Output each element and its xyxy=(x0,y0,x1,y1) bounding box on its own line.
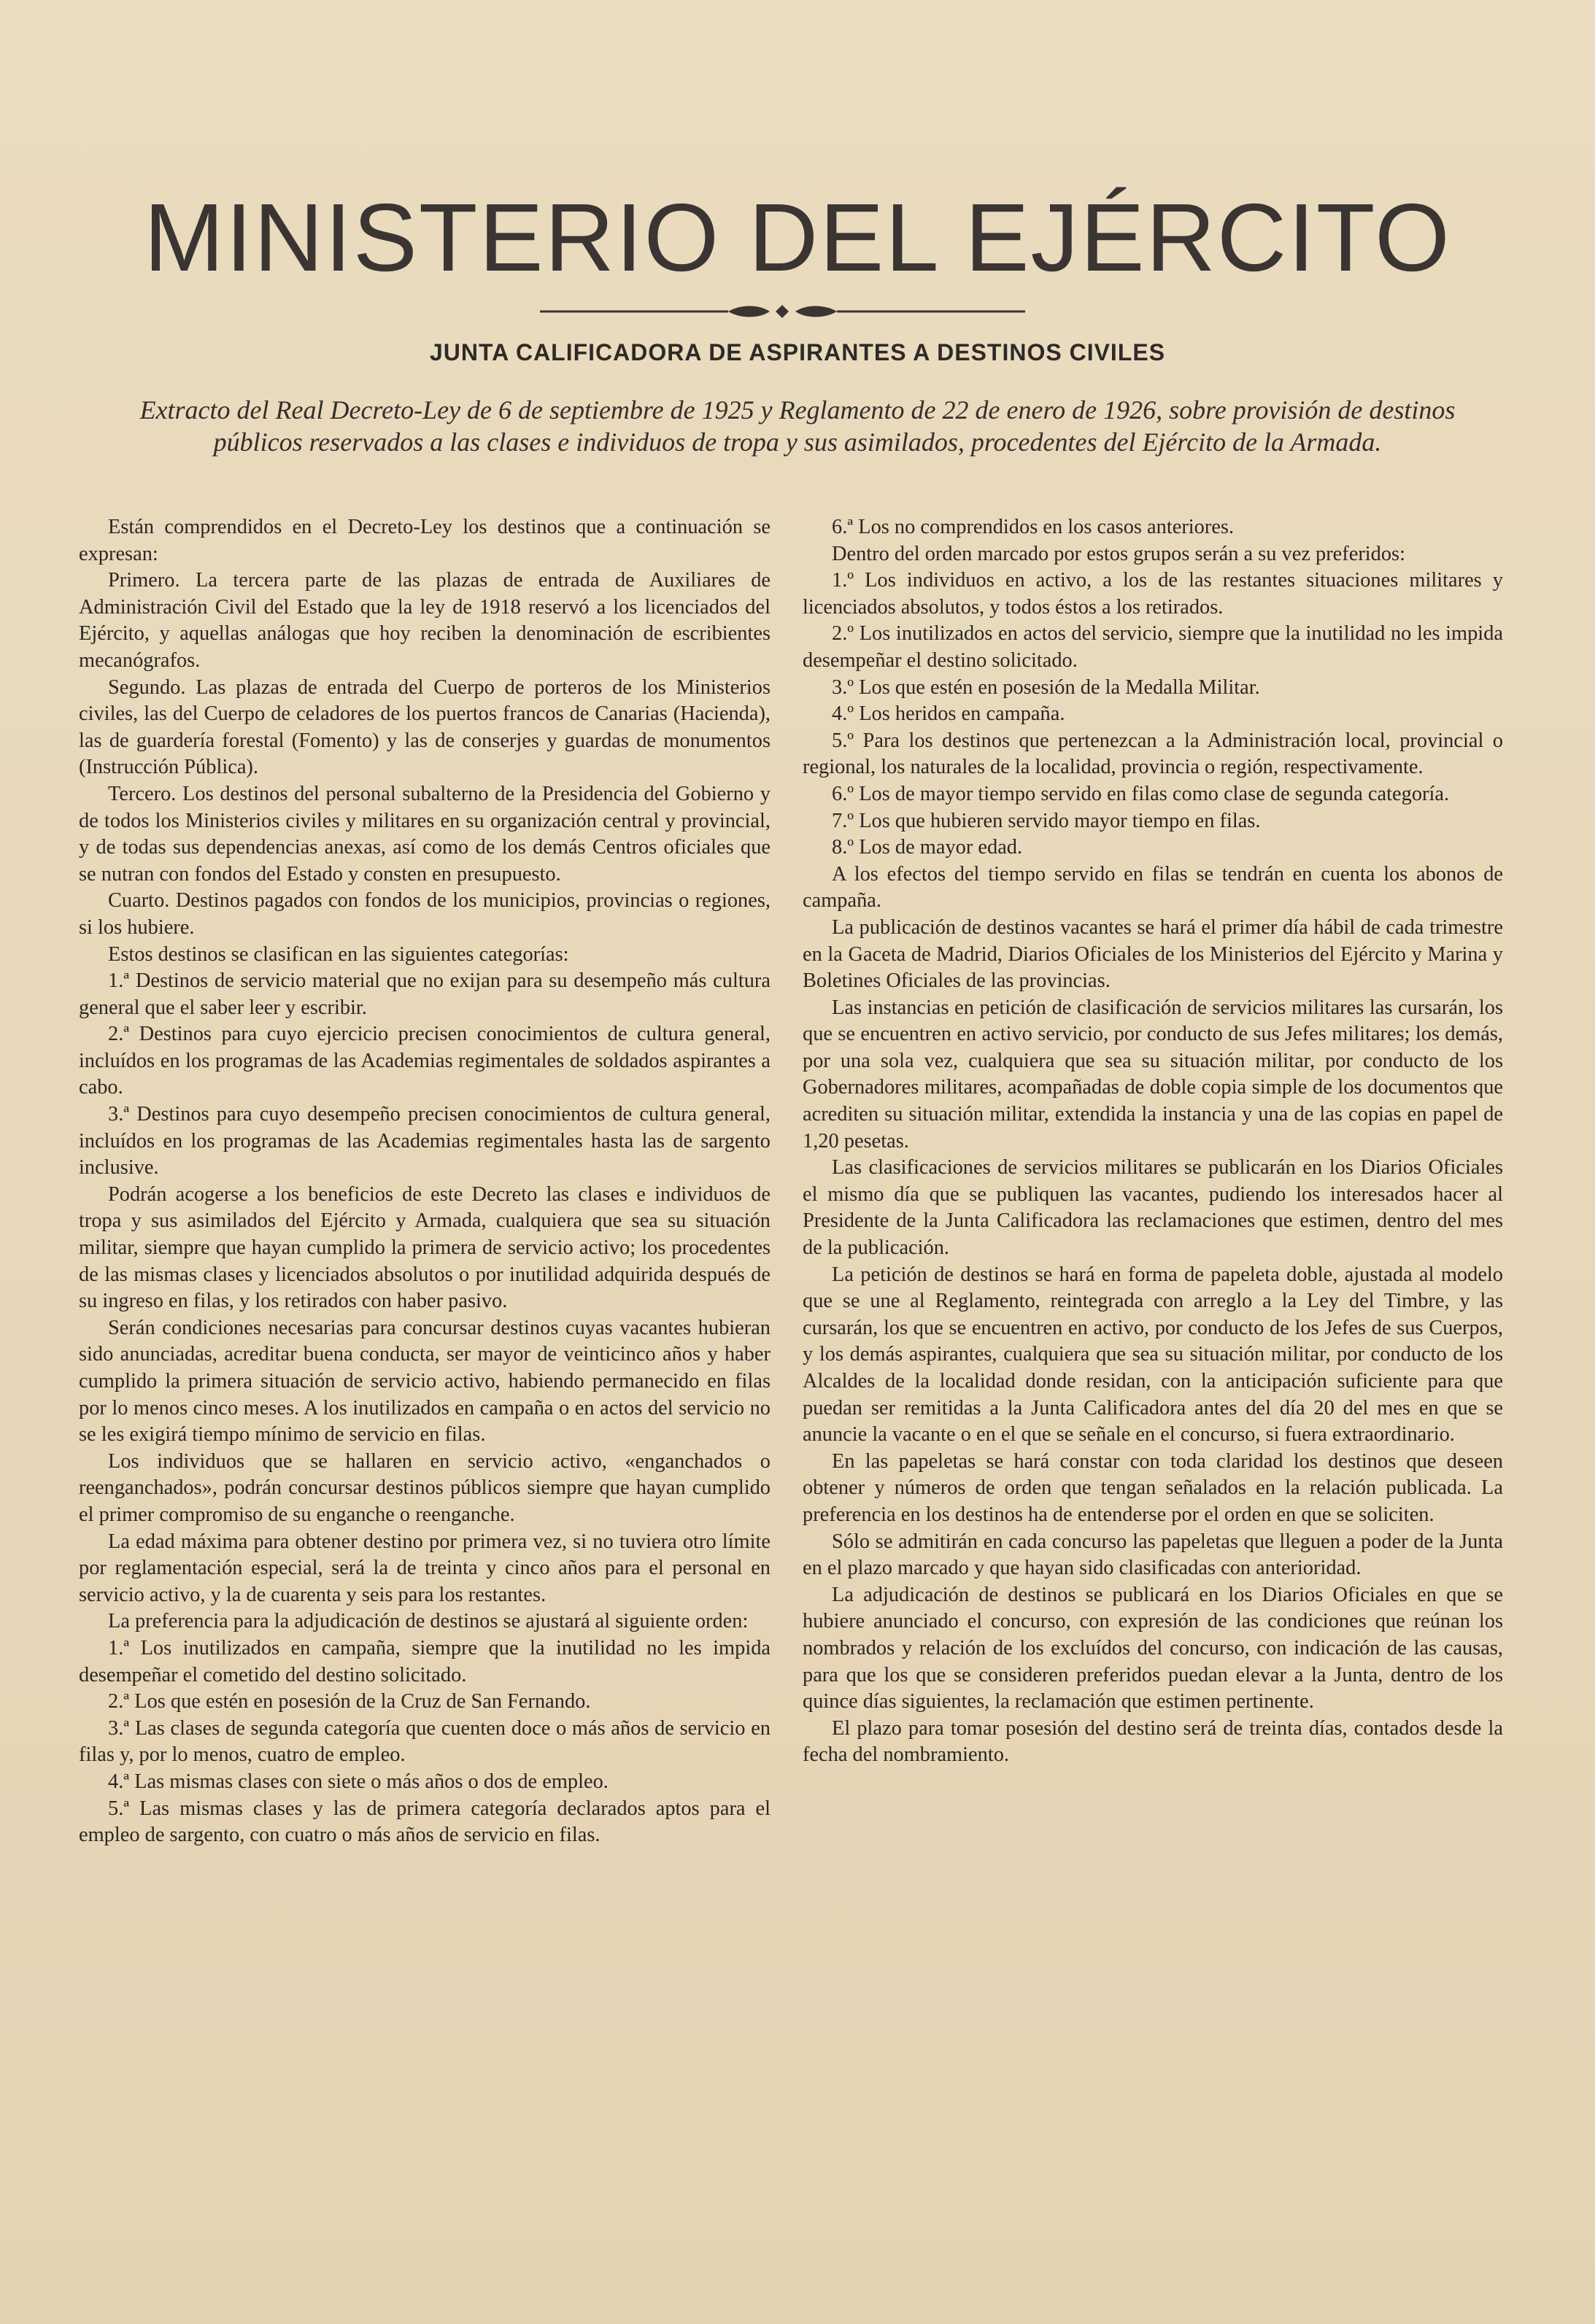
paragraph: 2.º Los inutilizados en actos del servicio, siempre que la inutilidad no les impida desempeñar el destino solicitado. xyxy=(803,622,1503,672)
paragraph: 1.ª Los inutilizados en campaña, siempre que la inutilidad no les impida desempeñar el cometido del destino solicitado. xyxy=(79,1636,771,1686)
paragraph: La edad máxima para obtener destino por primera vez, si no tuviera otro límite por reglamentación especial, será la de treinta y cinco años para el personal en servicio activo, y la de cuarenta y seis para los restantes. xyxy=(79,1530,771,1606)
paragraph: Cuarto. Destinos pagados con fondos de los municipios, provincias o regiones, si los hubiere. xyxy=(79,889,771,939)
paragraph: 6.º Los de mayor tiempo servido en filas como clase de segunda categoría. xyxy=(832,782,1450,805)
paragraph: Estos destinos se clasifican en las siguientes categorías: xyxy=(108,942,569,966)
extract-line-2: públicos reservados a las clases e individuos de tropa y sus asimilados, procedentes del Ejército de la Armada. xyxy=(213,427,1382,457)
paragraph: Están comprendidos en el Decreto-Ley los destinos que a continuación se expresan: xyxy=(79,516,771,565)
paragraph: Las instancias en petición de clasificación de servicios militares las cursarán, los que se encuentren en activo servicio, por conducto de sus Jefes militares; los demás, por una sola vez, cualquiera que sea su situación militar, por conducto de los Gobernadores militares, acompañadas de doble copia simple de los documentos que acrediten su situación militar, extendida la instancia y una de las copias en papel de 1,20 pesetas. xyxy=(803,996,1503,1153)
paragraph: 2.ª Los que estén en posesión de la Cruz de San Fernando. xyxy=(108,1690,591,1713)
paragraph: Los individuos que se hallaren en servicio activo, «enganchados o reenganchados», podrán concursar destinos públicos siempre que hayan cumplido el primer compromiso de su enganche o reenganche. xyxy=(79,1449,771,1526)
paragraph: Sólo se admitirán en cada concurso las papeletas que lleguen a poder de la Junta en el plazo marcado y que hayan sido clasificadas con anterioridad. xyxy=(803,1530,1503,1580)
paragraph: La preferencia para la adjudicación de destinos se ajustará al siguiente orden: xyxy=(108,1610,749,1633)
paragraph: 4.º Los heridos en campaña. xyxy=(832,702,1065,726)
paragraph: Segundo. Las plazas de entrada del Cuerpo de porteros de los Ministerios civiles, las del Cuerpo de celadores de los puertos francos de Canarias (Hacienda), las de guardería forestal (Fomento) y las de conserjes y guardas de monumentos (Instrucción Pública). xyxy=(79,675,771,779)
paragraph: Tercero. Los destinos del personal subalterno de la Presidencia del Gobierno y de todos los Ministerios civiles y militares en su organización central y provincial, y de todas sus dependencias anexas, así como de los demás Centros oficiales que se nutran con fondos del Estado y consten en presupuesto. xyxy=(79,782,771,886)
paragraph: La petición de destinos se hará en forma de papeleta doble, ajustada al modelo que se une al Reglamento, reintegrada con arreglo a la Ley del Timbre, y las cursarán, los que se encuentren en activo, por conducto de los Jefes de sus Cuerpos, y los demás aspirantes, cualquiera que sea su situación militar, por conducto de los Alcaldes de la localidad donde residan, con la anticipación suficiente para que puedan ser remitidas a la Junta Calificadora antes del día 20 del mes en que se anuncie la vacante o en el que se señale en el concurso, si fuera extraordinario. xyxy=(803,1263,1503,1446)
extract-line-1: Extracto del Real Decreto-Ley de 6 de septiembre de 1925 y Reglamento de 22 de enero de 1926, sobre provisión de destinos xyxy=(139,395,1456,425)
paragraph: La adjudicación de destinos se publicará en los Diarios Oficiales en que se hubiere anunciado el concurso, con expresión de las condiciones que reúnan los nombrados y relación de los excluídos del concurso, con indicación de las causas, para que los que se consideren preferidos puedan elevar a la Junta, dentro de los quince días siguientes, la reclamación que estimen pertinente. xyxy=(803,1583,1503,1713)
paragraph: Serán condiciones necesarias para concursar destinos cuyas vacantes hubieran sido anunciadas, acreditar buena conducta, ser mayor de veinticinco años y haber cumplido la primera situación de servicio activo, habiendo permanecido en filas por lo menos cinco meses. A los inutilizados en campaña o en actos del servicio no se les exigirá tiempo mínimo de servicio en filas. xyxy=(79,1316,771,1446)
page-title: MINISTERIO DEL EJÉRCITO xyxy=(144,184,1451,291)
paragraph: 3.ª Destinos para cuyo desempeño precisen conocimientos de cultura general, incluídos en los programas de las Academias regimentales hasta las de sargento inclusive. xyxy=(79,1103,771,1180)
paragraph: Primero. La tercera parte de las plazas de entrada de Auxiliares de Administración Civil del Estado que la ley de 1918 reservó a los licenciados del Ejército, y aquellas análogas que hoy reciben la denominación de escribientes mecanógrafos. xyxy=(79,569,771,672)
paragraph: 3.ª Las clases de segunda categoría que cuenten doce o más años de servicio en filas y, por lo menos, cuatro de empleo. xyxy=(79,1716,771,1767)
paragraph: 6.ª Los no comprendidos en los casos anteriores. xyxy=(832,516,1235,538)
paragraph: Dentro del orden marcado por estos grupos serán a su vez preferidos: xyxy=(832,542,1405,565)
paragraph: 1.ª Destinos de servicio material que no exijan para su desempeño más cultura general que el saber leer y escribir. xyxy=(79,969,771,1019)
extract-subtitle xyxy=(80,394,1515,458)
paragraph: A los efectos del tiempo servido en filas se tendrán en cuenta los abonos de campaña. xyxy=(803,862,1503,913)
paragraph: La publicación de destinos vacantes se hará el primer día hábil de cada trimestre en la Gaceta de Madrid, Diarios Oficiales de los Ministerios del Ejército y Marina y Boletines Oficiales de las provincias. xyxy=(803,915,1503,993)
paragraph: El plazo para tomar posesión del destino será de treinta días, contados desde la fecha del nombramiento. xyxy=(803,1716,1503,1767)
paragraph: 4.ª Las mismas clases con siete o más años o dos de empleo. xyxy=(108,1770,609,1793)
paragraph: Las clasificaciones de servicios militares se publicarán en los Diarios Oficiales el mismo día que se publiquen las vacantes, pudiendo los interesados hacer al Presidente de la Junta Calificadora las reclamaciones que estimen, dentro del mes de la publicación. xyxy=(803,1156,1503,1260)
junta-heading: JUNTA CALIFICADORA DE ASPIRANTES A DESTINOS CIVILES xyxy=(429,339,1166,365)
paragraph: En las papeletas se hará constar con toda claridad los destinos que deseen obtener y números de orden que tengan señalados en la relación publicada. La preferencia en los destinos ha de entenderse por el orden en que se soliciten. xyxy=(803,1449,1503,1526)
paragraph: 7.º Los que hubieren servido mayor tiempo en filas. xyxy=(832,809,1261,832)
paragraph: 5.º Para los destinos que pertenezcan a la Administración local, provincial o regional, los naturales de la localidad, provincia o región, respectivamente. xyxy=(803,729,1503,779)
paragraph: 2.ª Destinos para cuyo ejercicio precisen conocimientos de cultura general, incluídos en los programas de las Academias regimentales de soldados aspirantes a cabo. xyxy=(79,1023,771,1099)
paragraph: 5.ª Las mismas clases y las de primera categoría declarados aptos para el empleo de sargento, con cuatro o más años de servicio en filas. xyxy=(79,1797,771,1847)
paragraph: 8.º Los de mayor edad. xyxy=(832,836,1023,859)
right-column xyxy=(803,514,1503,1769)
paragraph: 3.º Los que estén en posesión de la Medalla Militar. xyxy=(832,675,1260,699)
ornament-divider-icon xyxy=(540,303,1025,320)
paragraph: Podrán acogerse a los beneficios de este Decreto las clases e individuos de tropa y sus asimilados del Ejército y Armada, cualquiera que sea su situación militar, siempre que hayan cumplido la primera de servicio activo; los procedentes de las mismas clases y licenciados absolutos o por inutilidad adquirida después de su ingreso en filas, y los retirados con haber pasivo. xyxy=(79,1182,771,1313)
paragraph: 1.º Los individuos en activo, a los de las restantes situaciones militares y licenciados absolutos, y todos éstos a los retirados. xyxy=(803,569,1503,619)
left-column xyxy=(79,514,771,1849)
